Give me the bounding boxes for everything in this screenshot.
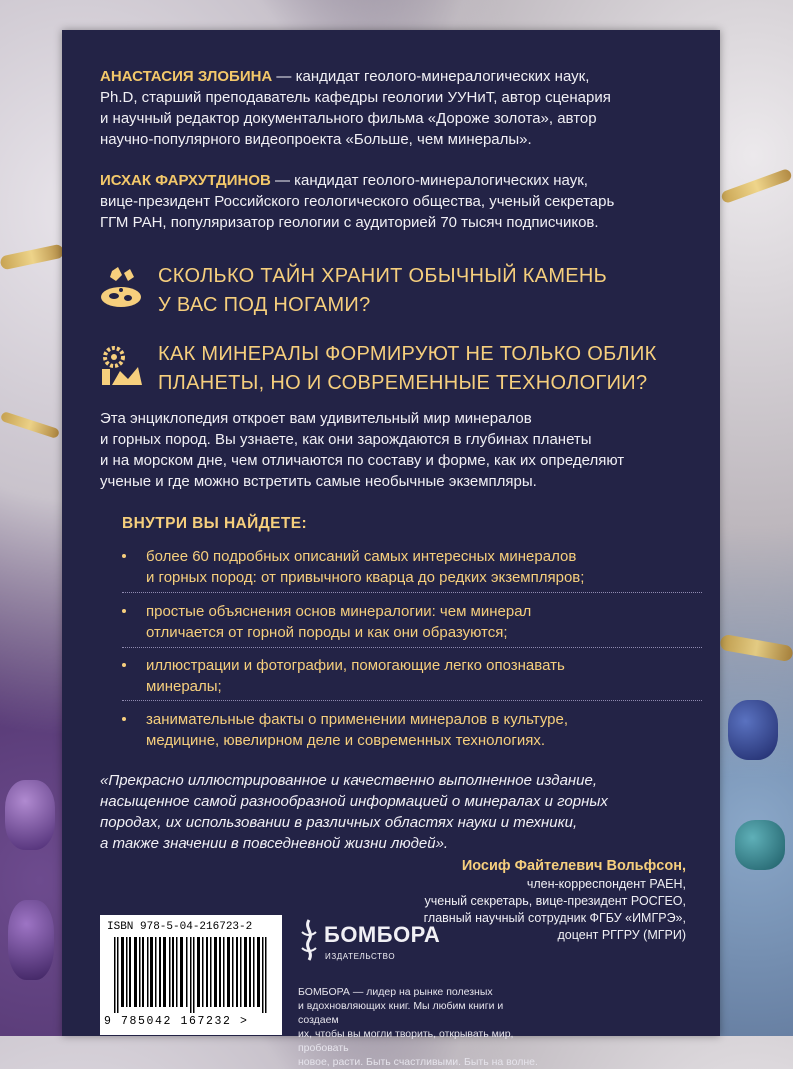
author-bio-2: ИСХАК ФАРХУТДИНОВ — кандидат геолого-минералогических наук, вице-президент Российского геологического общества, ученый секретарь ГГМ РАН, популяризатор геологии с аудиторией 70 тысяч подписчиков. [100,172,615,231]
author-name: ИСХАК ФАРХУТДИНОВ [100,172,271,189]
amethyst-crystal-2 [8,900,54,980]
intro-paragraph: Эта энциклопедия откроет вам удивительный мир минералов и горных пород. Вы узнаете, как они зарождаются в глубинах планеты и на морском дне, чем отличаются по составу и форме, как их определяют ученые и где можно встретить самые необычные экземпляры. [100,410,625,490]
gold-vein-right [720,168,793,204]
stones-icon [98,265,144,311]
barcode-bars [114,937,270,1013]
bullet-dot [122,554,126,558]
teal-gem [735,820,785,870]
gold-vein-left [0,243,65,270]
isbn-text: ISBN 978-5-04-216723-2 [107,921,253,933]
amethyst-crystal [5,780,55,850]
author-name: АНАСТАСИЯ ЗЛОБИНА [100,68,273,85]
ean-digits: 9 785042 167232 > [104,1015,249,1028]
divider [122,647,702,648]
back-cover-panel: АНАСТАСИЯ ЗЛОБИНА — кандидат геолого-минералогических наук, Ph.D, старший преподаватель кафедры геологии УУНиТ, автор сценария и научный редактор документального фильма «Дороже золота», автор научно-популярного видеопроекта «Больше, чем минералы». ИСХАК ФАРХУТДИНОВ — кандидат геолого-минералогических наук, вице-президент Российского геологического общества, ученый секретарь ГГМ РАН, популяризатор геологии с аудиторией 70 тысяч подписчиков. СКОЛЬКО ТАЙН ХРАНИТ ОБЫЧНЫЙ КАМЕНЬ У ВАС ПОД НОГАМИ? КАК МИНЕРАЛЫ ФОРМИРУЮТ НЕ ТОЛЬКО ОБЛИК ПЛАНЕТЫ, НО И СОВРЕМЕННЫЕ ТЕХНОЛОГИИ? Эта энциклопедия откроет вам удивительный мир минералов и горных пород. Вы узнаете, как они зарождаются в глубинах планеты и на морском дне, чем отличаются по составу и форме, как их определяют ученые и где можно встретить самые необычные экземпляры. ВНУТРИ ВЫ НАЙДЕТЕ: более 60 подробных описаний самых интересных минералов и горных пород: от привычного кварца до редких экземпляров; простые объяснения основ минералогии: чем минерал отличается от горной породы и как они образуются; иллюстрации и фотографии, помогающие легко опознавать минералы; занимательные факты о применении минералов в культуре, медицине, ювелирном деле и современных технологиях. «Прекрасно иллюстрированное и качественно выполненное издание, насыщенное самой разнообразной информацией о минералах и горных породах, их использовании в различных областях науки и техники, а также значении в повседневной жизни людей». Иосиф Файтелевич Вольфсон, член-корреспондент РАЕН, ученый секретарь, вице-президент РОСГЕО, главный научный сотрудник ФГБУ «ИМГРЭ», доцент РГГРУ (МГРИ) ISBN 978-5-04-216723-2 9 785042 167232 > БОМБОРА ИЗДАТЕЛЬСТВО БОМБОРА — лидер на рынке полезных и вдохновляющих книг. Мы любим книги и создаем их, чтобы вы могли творить, открывать мир, пробовать новое, расти. Быть счастливыми. Быть на волне. [62,30,720,1036]
bullet-dot [122,609,126,613]
question-1: СКОЛЬКО ТАЙН ХРАНИТ ОБЫЧНЫЙ КАМЕНЬ У ВАС ПОД НОГАМИ? [158,265,608,316]
bombora-logo-icon [298,918,320,962]
publisher-description: БОМБОРА — лидер на рынке полезных и вдохновляющих книг. Мы любим книги и создаем их, чтобы вы могли творить, открывать мир, пробовать новое, расти. Быть счастливыми. Быть на волне. [298,986,538,1068]
bullet-dot [122,663,126,667]
review-quote: «Прекрасно иллюстрированное и качественно выполненное издание, насыщенное самой разнообразной информацией о минералах и горных породах, их использовании в различных областях науки и техники, а также значении в повседневной жизни людей». [100,772,608,852]
divider [122,700,702,701]
bullet-dot [122,717,126,721]
author-bio-1: АНАСТАСИЯ ЗЛОБИНА — кандидат геолого-минералогических наук, Ph.D, старший преподаватель кафедры геологии УУНиТ, автор сценария и научный редактор документального фильма «Дороже золота», автор научно-популярного видеопроекта «Больше, чем минералы». [100,68,611,148]
divider [122,592,702,593]
gold-vein-left-2 [0,411,60,439]
quote-author: Иосиф Файтелевич Вольфсон, член-корреспондент РАЕН, ученый секретарь, вице-президент РОСГЕО, главный научный сотрудник ФГБУ «ИМГРЭ», доцент РГГРУ (МГРИ) [423,858,686,942]
publisher-subtitle: ИЗДАТЕЛЬСТВО [325,952,396,961]
gear-icon [98,343,144,389]
inside-title: ВНУТРИ ВЫ НАЙДЕТЕ: [122,515,308,532]
gold-vein-right-2 [719,634,793,662]
question-2: КАК МИНЕРАЛЫ ФОРМИРУЮТ НЕ ТОЛЬКО ОБЛИК ПЛАНЕТЫ, НО И СОВРЕМЕННЫЕ ТЕХНОЛОГИИ? [158,343,657,394]
publisher-name: БОМБОРА [324,922,441,947]
barcode [100,915,282,1035]
blue-gem [728,700,778,760]
